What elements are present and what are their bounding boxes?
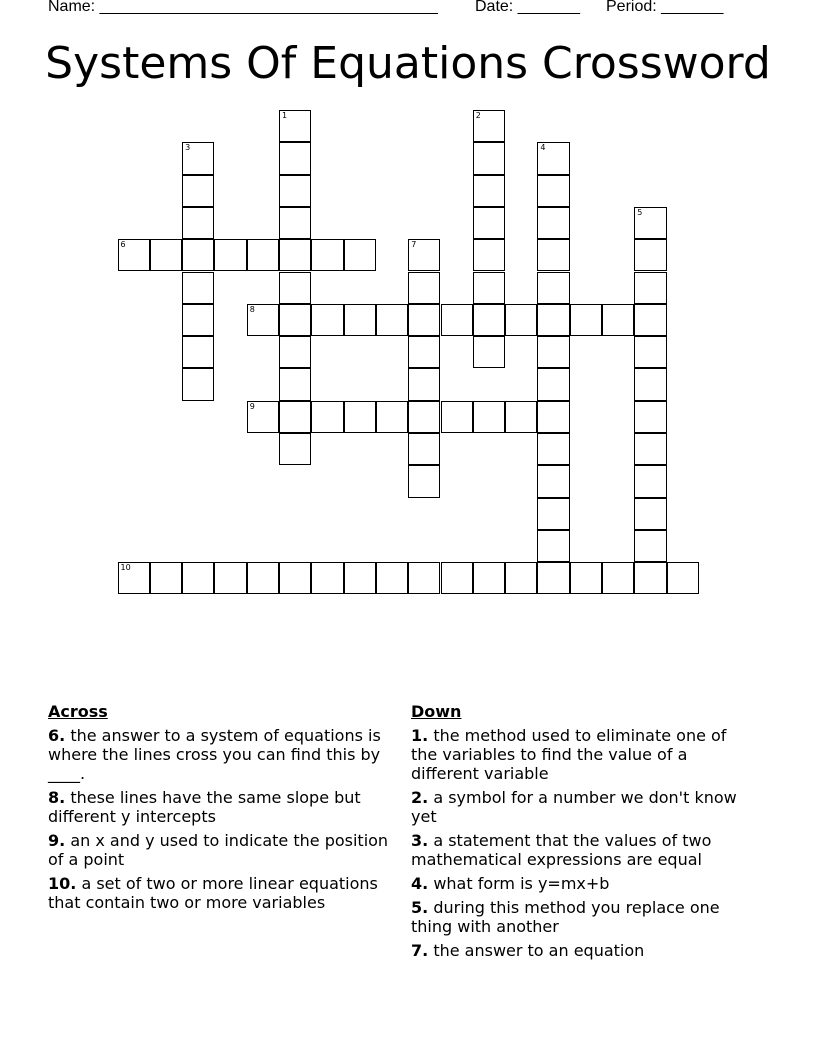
crossword-cell[interactable]: [634, 239, 666, 271]
crossword-cell[interactable]: [408, 465, 440, 497]
cell-number: 10: [120, 563, 131, 573]
cell-number: 3: [185, 143, 191, 153]
clue-number: 2.: [411, 788, 429, 807]
crossword-cell[interactable]: [344, 562, 376, 594]
crossword-cell[interactable]: [279, 142, 311, 174]
crossword-cell[interactable]: [473, 239, 505, 271]
crossword-cell[interactable]: [408, 336, 440, 368]
crossword-cell[interactable]: [408, 239, 440, 271]
crossword-cell[interactable]: [408, 433, 440, 465]
down-clue: [411, 831, 756, 869]
crossword-cell[interactable]: [182, 175, 214, 207]
clue-number: 1.: [411, 726, 429, 745]
crossword-cell[interactable]: [344, 401, 376, 433]
crossword-cell[interactable]: [634, 530, 666, 562]
crossword-cell[interactable]: [247, 304, 279, 336]
crossword-cell[interactable]: [667, 562, 699, 594]
crossword-cell[interactable]: [279, 239, 311, 271]
crossword-cell[interactable]: [537, 142, 569, 174]
clue-number: 3.: [411, 831, 429, 850]
crossword-cell[interactable]: [279, 175, 311, 207]
crossword-cell[interactable]: [634, 304, 666, 336]
crossword-cell[interactable]: [344, 239, 376, 271]
crossword-cell[interactable]: [311, 401, 343, 433]
crossword-cell[interactable]: [537, 336, 569, 368]
crossword-cell[interactable]: [634, 465, 666, 497]
crossword-cell[interactable]: [537, 465, 569, 497]
crossword-cell[interactable]: [634, 336, 666, 368]
crossword-cell[interactable]: [537, 530, 569, 562]
clue-text: a statement that the values of two mathematical expressions are equal: [411, 831, 712, 869]
down-clue: [411, 874, 756, 893]
crossword-cell[interactable]: [182, 368, 214, 400]
cell-number: 5: [637, 207, 643, 217]
clue-text: the answer to a system of equations is where the lines cross you can find this by ____.: [48, 726, 381, 783]
crossword-cell[interactable]: [537, 433, 569, 465]
crossword-cell[interactable]: [505, 304, 537, 336]
down-clue: [411, 941, 756, 960]
clue-text: the answer to an equation: [433, 941, 645, 960]
clue-number: 4.: [411, 874, 429, 893]
crossword-cell[interactable]: [182, 239, 214, 271]
crossword-cell[interactable]: [570, 304, 602, 336]
crossword-cell[interactable]: [537, 304, 569, 336]
crossword-cell[interactable]: [441, 401, 473, 433]
clue-number: 6.: [48, 726, 66, 745]
crossword-cell[interactable]: [408, 368, 440, 400]
crossword-cell[interactable]: [537, 498, 569, 530]
period-field-label: Period: _______: [606, 0, 724, 15]
cell-number: 7: [411, 240, 417, 250]
crossword-cell[interactable]: [473, 401, 505, 433]
date-field-label: Date: _______: [475, 0, 580, 15]
across-clue: [48, 788, 393, 826]
crossword-cell[interactable]: [311, 304, 343, 336]
crossword-cell[interactable]: [408, 562, 440, 594]
crossword-cell[interactable]: [473, 272, 505, 304]
clue-number: 9.: [48, 831, 66, 850]
crossword-cell[interactable]: [634, 433, 666, 465]
crossword-cell[interactable]: [279, 433, 311, 465]
crossword-cell[interactable]: [634, 401, 666, 433]
crossword-cell[interactable]: [634, 272, 666, 304]
cell-number: 2: [475, 111, 481, 120]
clue-text: during this method you replace one thing with another: [411, 898, 720, 936]
crossword-cell[interactable]: [279, 207, 311, 239]
crossword-cell[interactable]: [182, 336, 214, 368]
crossword-cell[interactable]: [344, 304, 376, 336]
down-clues: [411, 702, 756, 965]
crossword-cell[interactable]: [537, 272, 569, 304]
crossword-cell[interactable]: [182, 207, 214, 239]
crossword-cell[interactable]: [634, 562, 666, 594]
crossword-cell[interactable]: [118, 562, 150, 594]
crossword-cell[interactable]: [408, 401, 440, 433]
crossword-cell[interactable]: [279, 562, 311, 594]
clue-text: these lines have the same slope but different y intercepts: [48, 788, 361, 826]
crossword-cell[interactable]: [279, 368, 311, 400]
crossword-cell[interactable]: [634, 368, 666, 400]
cell-number: 6: [120, 240, 126, 250]
crossword-cell[interactable]: [182, 272, 214, 304]
across-clue: [48, 726, 393, 783]
crossword-cell[interactable]: [150, 239, 182, 271]
clue-text: a symbol for a number we don't know yet: [411, 788, 737, 826]
down-clue: [411, 726, 756, 783]
crossword-cell[interactable]: [279, 401, 311, 433]
crossword-cell[interactable]: [150, 562, 182, 594]
crossword-cell[interactable]: [473, 110, 505, 142]
crossword-cell[interactable]: [537, 562, 569, 594]
crossword-cell[interactable]: [311, 239, 343, 271]
crossword-cell[interactable]: [376, 304, 408, 336]
crossword-cell[interactable]: [376, 562, 408, 594]
crossword-cell[interactable]: [247, 562, 279, 594]
crossword-cell[interactable]: [505, 562, 537, 594]
crossword-cell[interactable]: [441, 562, 473, 594]
crossword-cell[interactable]: [473, 175, 505, 207]
crossword-cell[interactable]: [408, 304, 440, 336]
across-clue: [48, 831, 393, 869]
down-clue: [411, 898, 756, 936]
crossword-cell[interactable]: [247, 239, 279, 271]
crossword-cell[interactable]: [537, 175, 569, 207]
across-heading: Across: [48, 702, 108, 721]
crossword-cell[interactable]: [182, 142, 214, 174]
crossword-cell[interactable]: [279, 272, 311, 304]
clue-text: an x and y used to indicate the position of a point: [48, 831, 389, 869]
clue-number: 8.: [48, 788, 66, 807]
across-clues: [48, 702, 393, 917]
crossword-cell[interactable]: [441, 304, 473, 336]
crossword-cell[interactable]: [408, 272, 440, 304]
across-clue: [48, 874, 393, 912]
clue-number: 10.: [48, 874, 77, 893]
crossword-cell[interactable]: [247, 401, 279, 433]
crossword-cell[interactable]: [473, 562, 505, 594]
name-field-label: Name: ______________________________________: [48, 0, 438, 15]
clue-text: what form is y=mx+b: [433, 874, 610, 893]
cell-number: 8: [249, 304, 255, 314]
cell-number: 4: [540, 143, 546, 153]
crossword-cell[interactable]: [537, 207, 569, 239]
crossword-cell[interactable]: [214, 562, 246, 594]
clue-text: the method used to eliminate one of the variables to find the value of a different variable: [411, 726, 727, 783]
page-title: Systems Of Equations Crossword: [45, 38, 771, 89]
crossword-cell[interactable]: [118, 239, 150, 271]
crossword-cell[interactable]: [279, 110, 311, 142]
crossword-cell[interactable]: [473, 207, 505, 239]
crossword-cell[interactable]: [505, 401, 537, 433]
crossword-cell[interactable]: [537, 401, 569, 433]
crossword-cell[interactable]: [634, 498, 666, 530]
crossword-cell[interactable]: [570, 562, 602, 594]
crossword-cell[interactable]: [473, 142, 505, 174]
crossword-cell[interactable]: [473, 304, 505, 336]
crossword-cell[interactable]: [279, 304, 311, 336]
crossword-cell[interactable]: [376, 401, 408, 433]
crossword-cell[interactable]: [602, 304, 634, 336]
clue-number: 5.: [411, 898, 429, 917]
cell-number: 1: [282, 111, 288, 120]
crossword-cell[interactable]: [279, 336, 311, 368]
crossword-cell[interactable]: [634, 207, 666, 239]
down-clue: [411, 788, 756, 826]
clue-text: a set of two or more linear equations that contain two or more variables: [48, 874, 378, 912]
cell-number: 9: [249, 401, 255, 411]
down-heading: Down: [411, 702, 462, 721]
clue-number: 7.: [411, 941, 429, 960]
crossword-cell[interactable]: [182, 562, 214, 594]
crossword-cell[interactable]: [602, 562, 634, 594]
crossword-cell[interactable]: [537, 239, 569, 271]
crossword-cell[interactable]: [537, 368, 569, 400]
crossword-cell[interactable]: [214, 239, 246, 271]
crossword-cell[interactable]: [311, 562, 343, 594]
crossword-cell[interactable]: [473, 336, 505, 368]
crossword-cell[interactable]: [182, 304, 214, 336]
